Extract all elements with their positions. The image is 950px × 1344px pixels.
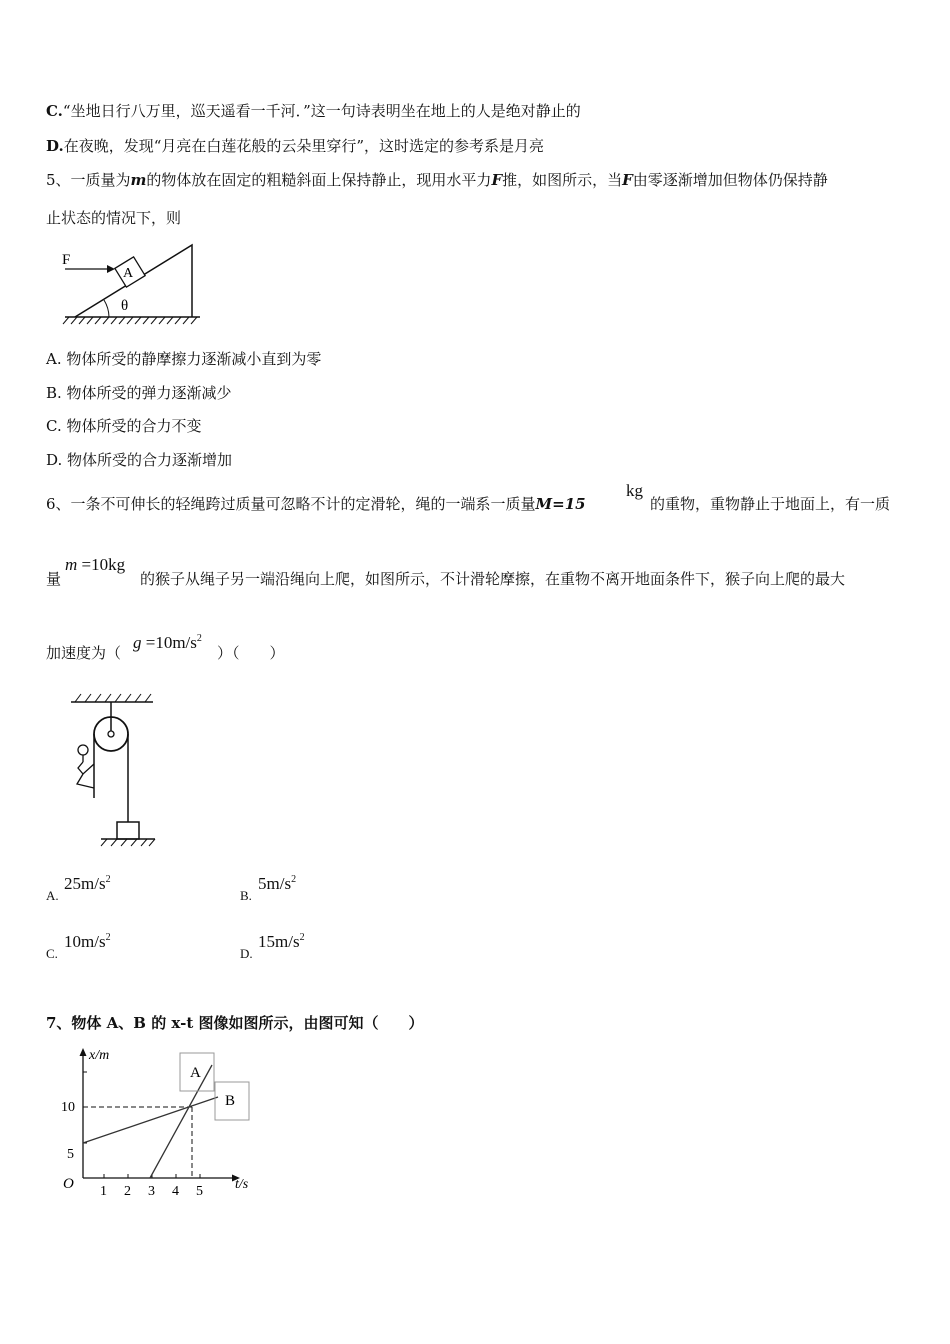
label-b: B bbox=[225, 1093, 236, 1109]
x-tick-1: 1 bbox=[100, 1184, 107, 1199]
q5-mass-symbol: m bbox=[130, 171, 147, 189]
q6-option-d-value: 15m/s bbox=[258, 932, 300, 951]
ceiling-hatch bbox=[75, 694, 151, 702]
q5-force-symbol: F bbox=[491, 171, 503, 189]
x-tick-4: 4 bbox=[172, 1184, 179, 1199]
label-a: A bbox=[190, 1065, 201, 1081]
y-tick-10: 10 bbox=[61, 1100, 75, 1115]
q5-stem-part: 推，如图所示，当 bbox=[502, 171, 623, 189]
q6-option-a-value: 25m/s bbox=[64, 874, 106, 893]
q6-monkey-mass bbox=[65, 555, 125, 575]
q5-force-symbol: F bbox=[622, 171, 633, 189]
angle-arc bbox=[104, 300, 109, 317]
q6-option-d-exponent: 2 bbox=[299, 932, 305, 943]
force-arrow-head bbox=[107, 265, 115, 273]
q6-option-a-exponent: 2 bbox=[105, 874, 111, 885]
q6-stem-line3-start: 加速度为（ bbox=[46, 644, 122, 662]
q6-option-a-letter: A. bbox=[46, 888, 59, 903]
q5-stem-part: 的物体放在固定的粗糙斜面上保持静止，现用水平力 bbox=[146, 171, 492, 189]
q6-kg-unit: kg bbox=[626, 481, 643, 500]
q5-option-c: C. 物体所受的合力不变 bbox=[46, 417, 202, 435]
q5-option-a: A. 物体所受的静摩擦力逐渐减小直到为零 bbox=[46, 350, 322, 368]
q6-option-c-exponent: 2 bbox=[105, 932, 111, 943]
origin-label: O bbox=[63, 1176, 74, 1192]
q7-xt-graph bbox=[55, 1040, 265, 1200]
q6-stem-line2-start: 量 bbox=[46, 570, 62, 588]
q6-gravity-symbol: g bbox=[133, 633, 142, 652]
monkey bbox=[77, 745, 94, 788]
q7-stem: 7、物体 A、B 的 x-t 图像如图所示，由图可知（ ） bbox=[46, 1014, 424, 1032]
q6-stem-line3-end: ）（ ） bbox=[217, 644, 285, 662]
q6-mass-value: M=15 bbox=[535, 495, 586, 513]
weight-box bbox=[117, 822, 139, 839]
q4-option-d-letter: D. bbox=[46, 137, 64, 155]
force-label: F bbox=[62, 252, 71, 268]
q4-option-c-text: “坐地日行八万里，巡天遥看一千河．”这一句诗表明坐在地上的人是绝对静止的 bbox=[62, 102, 581, 120]
q6-option-c-value: 10m/s bbox=[64, 932, 106, 951]
q6-stem-line2-end: 的猴子从绳子另一端沿绳向上爬，如图所示，不计滑轮摩擦，在重物不离开地面条件下，猴子向上爬的最大 bbox=[140, 570, 846, 588]
x-axis-label: t/s bbox=[235, 1177, 249, 1192]
q5-stem-part: 5、一质量为 bbox=[46, 171, 131, 189]
q6-option-b-letter: B. bbox=[240, 888, 252, 903]
y-axis-arrow bbox=[80, 1048, 87, 1056]
block-label: A bbox=[123, 266, 134, 281]
x-tick-5: 5 bbox=[196, 1184, 203, 1199]
y-axis-label: x/m bbox=[89, 1048, 110, 1063]
angle-label: θ bbox=[121, 298, 129, 314]
q4-option-c bbox=[46, 101, 581, 121]
q6-option-c-letter: C. bbox=[46, 946, 58, 961]
q6-monkey-mass-symbol: m bbox=[65, 555, 78, 574]
ground-hatch bbox=[63, 317, 197, 324]
q4-option-d bbox=[46, 136, 544, 156]
q6-stem-line1-end: 的重物，重物静止于地面上，有一质 bbox=[650, 495, 891, 513]
q4-option-d-text: 在夜晚，发现“月亮在白莲花般的云朵里穿行”，这时选定的参考系是月亮 bbox=[63, 137, 545, 155]
q6-gravity bbox=[133, 633, 202, 653]
q6-pulley-figure bbox=[65, 688, 160, 853]
q6-option-b-exponent: 2 bbox=[291, 874, 297, 885]
line-b bbox=[83, 1097, 218, 1143]
q5-stem-line2: 止状态的情况下，则 bbox=[46, 209, 182, 227]
x-tick-3: 3 bbox=[148, 1184, 155, 1199]
pulley-axle bbox=[108, 731, 114, 737]
y-tick-5: 5 bbox=[67, 1147, 74, 1162]
q5-option-d: D. 物体所受的合力逐渐增加 bbox=[46, 451, 233, 469]
q4-option-c-letter: C. bbox=[46, 102, 63, 120]
q5-stem-line1 bbox=[46, 170, 828, 190]
q6-option-b-value: 5m/s bbox=[258, 874, 292, 893]
line-a bbox=[150, 1065, 212, 1178]
q6-gravity-value: =10m/s bbox=[145, 633, 197, 652]
q5-stem-part: 由零逐渐增加但物体仍保持静 bbox=[632, 171, 828, 189]
q5-incline-figure bbox=[55, 240, 215, 330]
q6-option-d-letter: D. bbox=[240, 946, 253, 961]
x-ticks bbox=[83, 1072, 200, 1178]
q6-stem-part: 6、一条不可伸长的轻绳跨过质量可忽略不计的定滑轮，绳的一端系一质量 bbox=[46, 495, 536, 513]
q6-gravity-exponent: 2 bbox=[196, 633, 202, 644]
floor-hatch bbox=[101, 839, 155, 846]
x-tick-2: 2 bbox=[124, 1184, 131, 1199]
q6-stem-line1 bbox=[46, 494, 586, 514]
q5-option-b: B. 物体所受的弹力逐渐减少 bbox=[46, 384, 232, 402]
q6-monkey-mass-value: =10kg bbox=[81, 555, 126, 574]
